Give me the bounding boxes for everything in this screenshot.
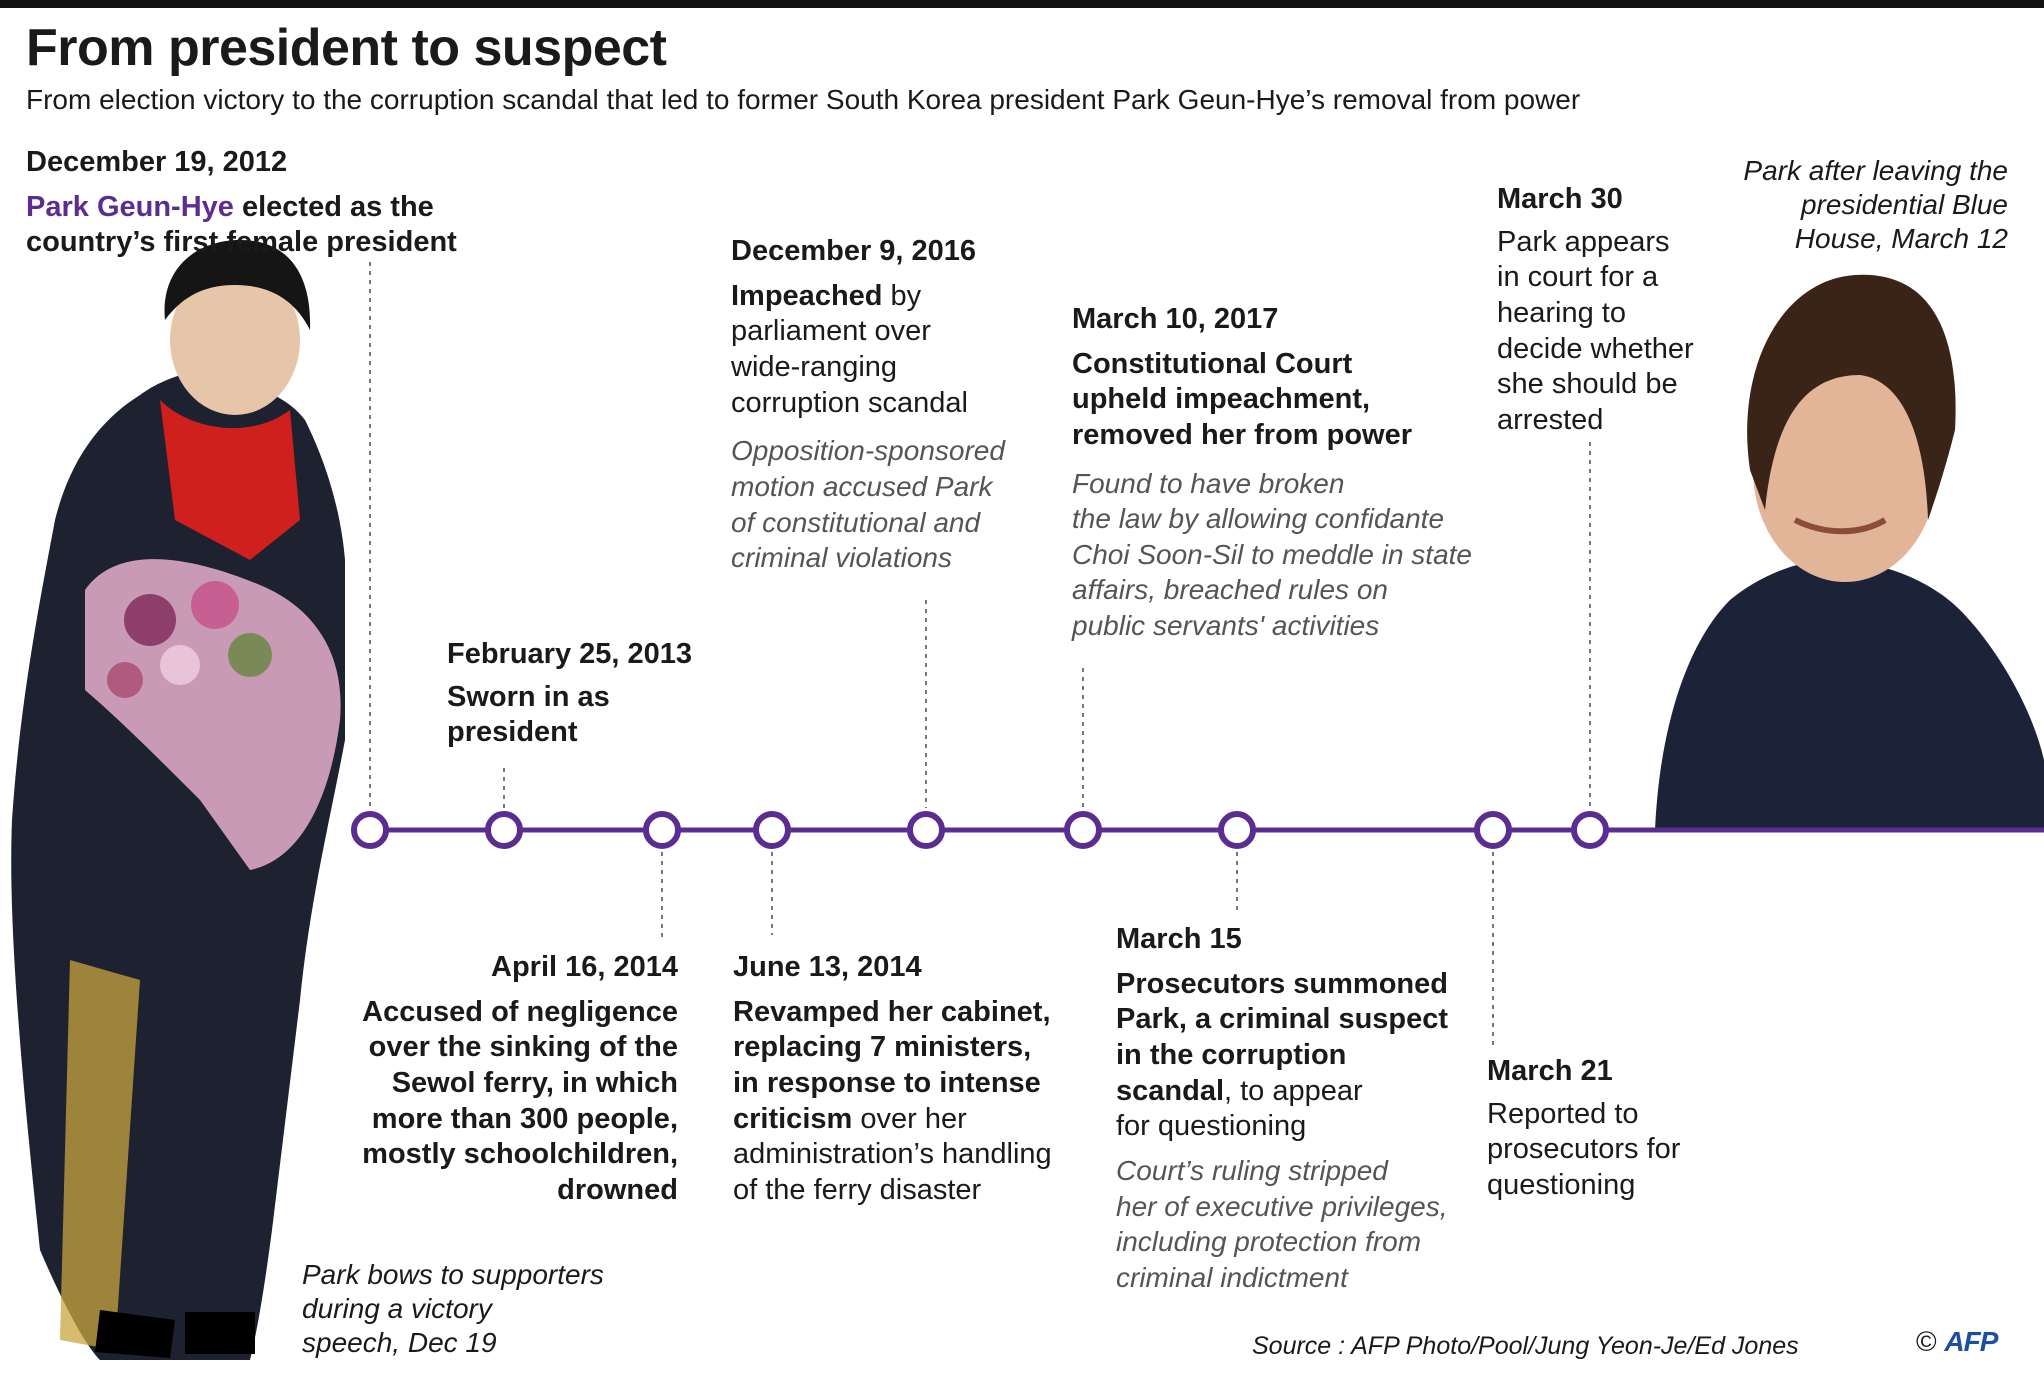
headline-line: replacing 7 ministers, [733, 1031, 1032, 1064]
headline-line: questioning [1487, 1169, 1636, 1202]
note-line: Court’s ruling stripped [1116, 1155, 1388, 1187]
headline-line: she should be [1497, 368, 1678, 401]
note-line: Opposition-sponsored [731, 435, 1005, 467]
headline-part: elected as the [233, 190, 434, 223]
headline-part: over her [852, 1102, 967, 1135]
headline-part: country’s first female president [26, 226, 457, 259]
headline-line: arrested [1497, 404, 1604, 437]
headline-line: mostly schoolchildren, [362, 1138, 678, 1171]
page-subtitle: From election victory to the corruption scandal that led to former South Korea president Park Geun-Hye’s removal from power [26, 84, 1581, 115]
event-headline [330, 995, 678, 1209]
milestone-dec-2012 [354, 814, 386, 846]
milestone-dec-2016 [910, 814, 942, 846]
note-line: public servants' activities [1072, 609, 1380, 641]
caption-line: speech, Dec 19 [302, 1327, 497, 1359]
headline-line: Park appears [1497, 225, 1670, 258]
event-headline [733, 995, 1052, 1209]
headline-part: Impeached [731, 279, 883, 312]
event-dec-2012 [26, 145, 457, 261]
event-note [1116, 1153, 1448, 1295]
event-apr-2014 [330, 950, 678, 1209]
source-note: Source : AFP Photo/Pool/Jung Yeon-Je/Ed Jones [1252, 1332, 1799, 1360]
headline-line: parliament over [731, 315, 931, 348]
event-jun-2014 [733, 950, 1052, 1209]
afp-credit [1916, 1326, 1997, 1358]
event-date: April 16, 2014 [491, 951, 678, 983]
milestone-mar-10-2017 [1067, 814, 1099, 846]
milestone-jun-2014 [756, 814, 788, 846]
headline-line: upheld impeachment, [1072, 383, 1371, 416]
headline-line: more than 300 people, [371, 1102, 678, 1135]
headline-line: decide whether [1497, 332, 1694, 365]
event-date: February 25, 2013 [447, 638, 693, 670]
caption-right-photo [1680, 154, 2008, 256]
note-line: affairs, breached rules on [1072, 574, 1388, 606]
event-headline [1072, 347, 1472, 454]
event-mar-10-2017 [1072, 302, 1472, 644]
milestone-mar-15 [1221, 814, 1253, 846]
event-headline [731, 279, 1005, 422]
event-mar-21 [1487, 1054, 1680, 1204]
headline-line: Constitutional Court [1072, 347, 1353, 380]
milestone-feb-2013 [488, 814, 520, 846]
caption-line: Park after leaving the [1743, 155, 2008, 186]
headline-line: president [447, 716, 578, 749]
headline-line: hearing to [1497, 297, 1626, 330]
caption-line: presidential Blue [1800, 189, 2008, 221]
headline-part: , to appear [1224, 1074, 1363, 1107]
milestone-mar-30 [1574, 814, 1606, 846]
photo-park-bowing [11, 240, 345, 1360]
event-date: June 13, 2014 [733, 951, 922, 983]
headline-line: corruption scandal [731, 386, 968, 419]
caption-line: during a victory [302, 1293, 492, 1325]
photo-park-leaving [1655, 275, 2044, 830]
event-date: December 19, 2012 [26, 146, 288, 178]
event-mar-30 [1497, 182, 1694, 439]
event-note [731, 433, 1005, 575]
event-mar-15 [1116, 922, 1448, 1295]
event-date: March 30 [1497, 183, 1623, 215]
headline-line: of the ferry disaster [733, 1174, 982, 1207]
page-title: From president to suspect [26, 19, 667, 77]
headline-line: Prosecutors summoned [1116, 967, 1448, 1000]
note-line: including protection from [1116, 1226, 1422, 1258]
headline-part: by [882, 279, 922, 312]
caption-line: House, March 12 [1794, 223, 2008, 255]
copyright-symbol: © [1916, 1326, 1937, 1357]
note-line: her of executive privileges, [1116, 1190, 1448, 1222]
headline-line: in court for a [1497, 261, 1659, 294]
event-date: March 10, 2017 [1072, 303, 1279, 335]
headline-line: in the corruption [1116, 1039, 1347, 1072]
headline-line: administration’s handling [733, 1138, 1052, 1171]
milestone-mar-21 [1477, 814, 1509, 846]
headline-line: Revamped her cabinet, [733, 995, 1051, 1028]
note-line: the law by allowing confidante [1072, 503, 1445, 535]
headline-line: drowned [557, 1174, 678, 1207]
event-dec-2016 [731, 234, 1005, 576]
headline-line: wide-ranging [731, 351, 898, 384]
note-line: motion accused Park [731, 470, 993, 502]
note-line: Choi Soon-Sil to meddle in state [1072, 538, 1472, 570]
event-note [1072, 466, 1472, 644]
headline-part: scandal [1116, 1074, 1224, 1107]
note-line: Found to have broken [1072, 467, 1345, 499]
headline-line: over the sinking of the [368, 1031, 678, 1064]
note-line: of constitutional and [731, 506, 981, 538]
headline-line: Sewol ferry, in which [391, 1067, 678, 1100]
event-headline [1497, 225, 1694, 439]
event-date: March 15 [1116, 923, 1242, 955]
event-date: March 21 [1487, 1055, 1613, 1087]
headline-line: Sworn in as [447, 680, 610, 713]
headline-line: Park, a criminal suspect [1116, 1003, 1449, 1036]
person-name: Park Geun-Hye [26, 190, 234, 223]
event-headline [26, 190, 457, 261]
headline-line: prosecutors for [1487, 1133, 1681, 1166]
event-date: December 9, 2016 [731, 235, 977, 267]
milestone-apr-2014 [646, 814, 678, 846]
note-line: criminal indictment [1116, 1261, 1348, 1293]
event-headline [447, 680, 692, 751]
headline-line: Reported to [1487, 1097, 1639, 1130]
headline-line: in response to intense [733, 1067, 1041, 1100]
headline-part: criticism [733, 1102, 853, 1135]
headline-line: Accused of negligence [362, 995, 678, 1028]
headline-line: removed her from power [1072, 419, 1413, 452]
caption-line: Park bows to supporters [302, 1259, 604, 1290]
note-line: criminal violations [731, 542, 952, 574]
headline-line: for questioning [1116, 1110, 1307, 1143]
event-headline [1487, 1097, 1680, 1204]
afp-logo: AFP [1944, 1326, 1998, 1357]
event-feb-2013 [447, 637, 692, 751]
event-headline [1116, 967, 1448, 1145]
caption-left-photo [302, 1258, 604, 1360]
